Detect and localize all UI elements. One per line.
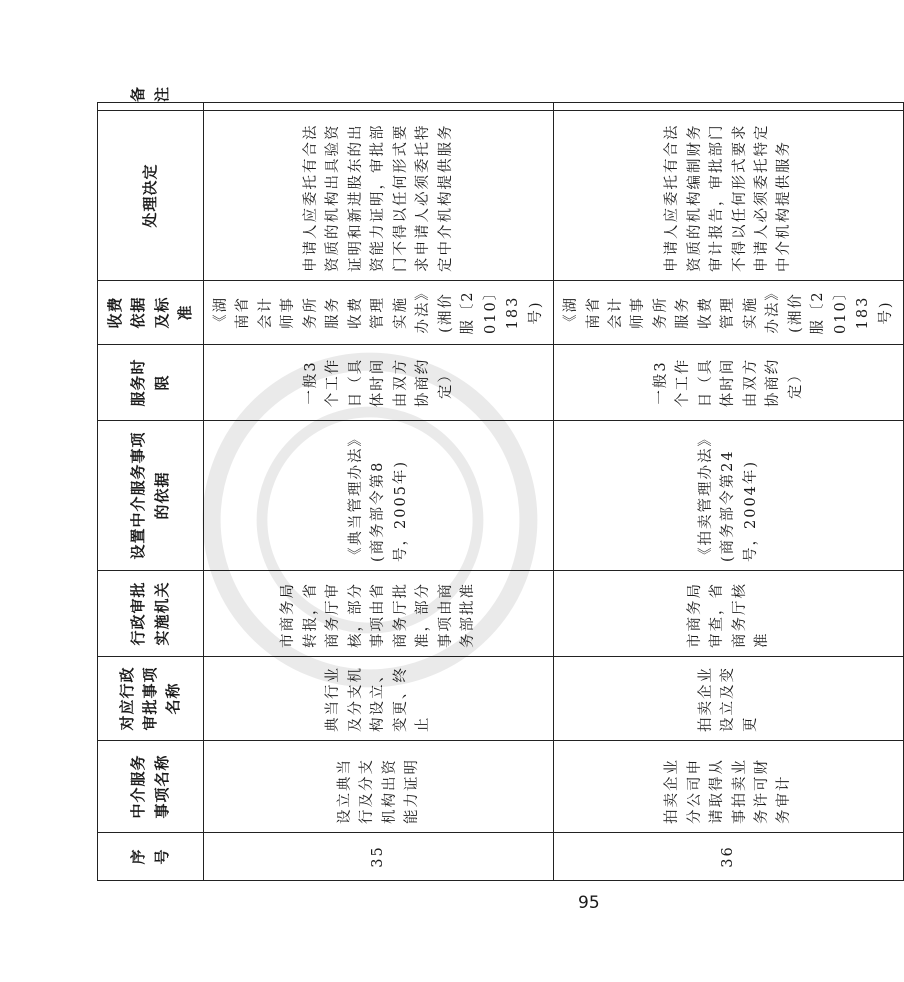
page-number: 95 [578,893,600,913]
cell-decision: 申请人应委托有合法资质的机构出具验资证明和新进股东的出资能力证明，审批部门不得以任何形式要求申请人必须委托特定中介机构提供服务 [204,111,554,281]
cell-authority: 市商务局审查，省商务厅核准 [554,571,904,657]
intermediary-services-table [97,85,904,881]
header-fee-basis: 收费依据及标准 [98,281,204,345]
table-rotation-frame [97,85,894,881]
cell-decision: 申请人应委托有合法资质的机构编制财务审计报告，审批部门不得以任何形式要求申请人必须委托特定中介机构提供服务 [554,111,904,281]
cell-approval-item: 拍卖企业设立及变更 [554,657,904,741]
header-basis: 设置中介服务事项的依据 [98,421,204,571]
table-row [204,103,554,881]
table-row [554,103,904,881]
cell-authority: 市商务局转报，省商务厅审核，部分事项由省商务厅批准，部分事项由商务部批准 [204,571,554,657]
cell-fee-basis: 《湖南省会计师事务所服务收费管理实施办法》(湘价服〔2010〕183号) [554,281,904,345]
cell-remark [204,103,554,111]
header-time-limit: 服务时限 [98,345,204,421]
cell-service-name: 拍卖企业分公司申请取得从事拍卖业务许可财务审计 [554,741,904,833]
rotated-table-container [97,85,894,881]
header-approval-item: 对应行政审批事项名称 [98,657,204,741]
cell-seq: 36 [554,833,904,881]
cell-seq: 35 [204,833,554,881]
header-service-name: 中介服务事项名称 [98,741,204,833]
cell-time-limit: 一般3个工作日（具体时间由双方协商约定） [204,345,554,421]
cell-service-name: 设立典当行及分支机构出资能力证明 [204,741,554,833]
cell-remark [554,103,904,111]
cell-approval-item: 典当行业及分支机构设立、变更、终止 [204,657,554,741]
cell-time-limit: 一般3个工作日（具体时间由双方协商约定） [554,345,904,421]
header-seq: 序号 [98,833,204,881]
header-row [98,103,204,881]
cell-basis: 《典当管理办法》(商务部令第8号，2005年) [204,421,554,571]
header-decision: 处理决定 [98,111,204,281]
cell-fee-basis: 《湖南省会计师事务所服务收费管理实施办法》(湘价服〔2010〕183号) [204,281,554,345]
header-remark: 备注 [98,103,204,111]
header-authority: 行政审批实施机关 [98,571,204,657]
cell-basis: 《拍卖管理办法》(商务部令第24号，2004年) [554,421,904,571]
